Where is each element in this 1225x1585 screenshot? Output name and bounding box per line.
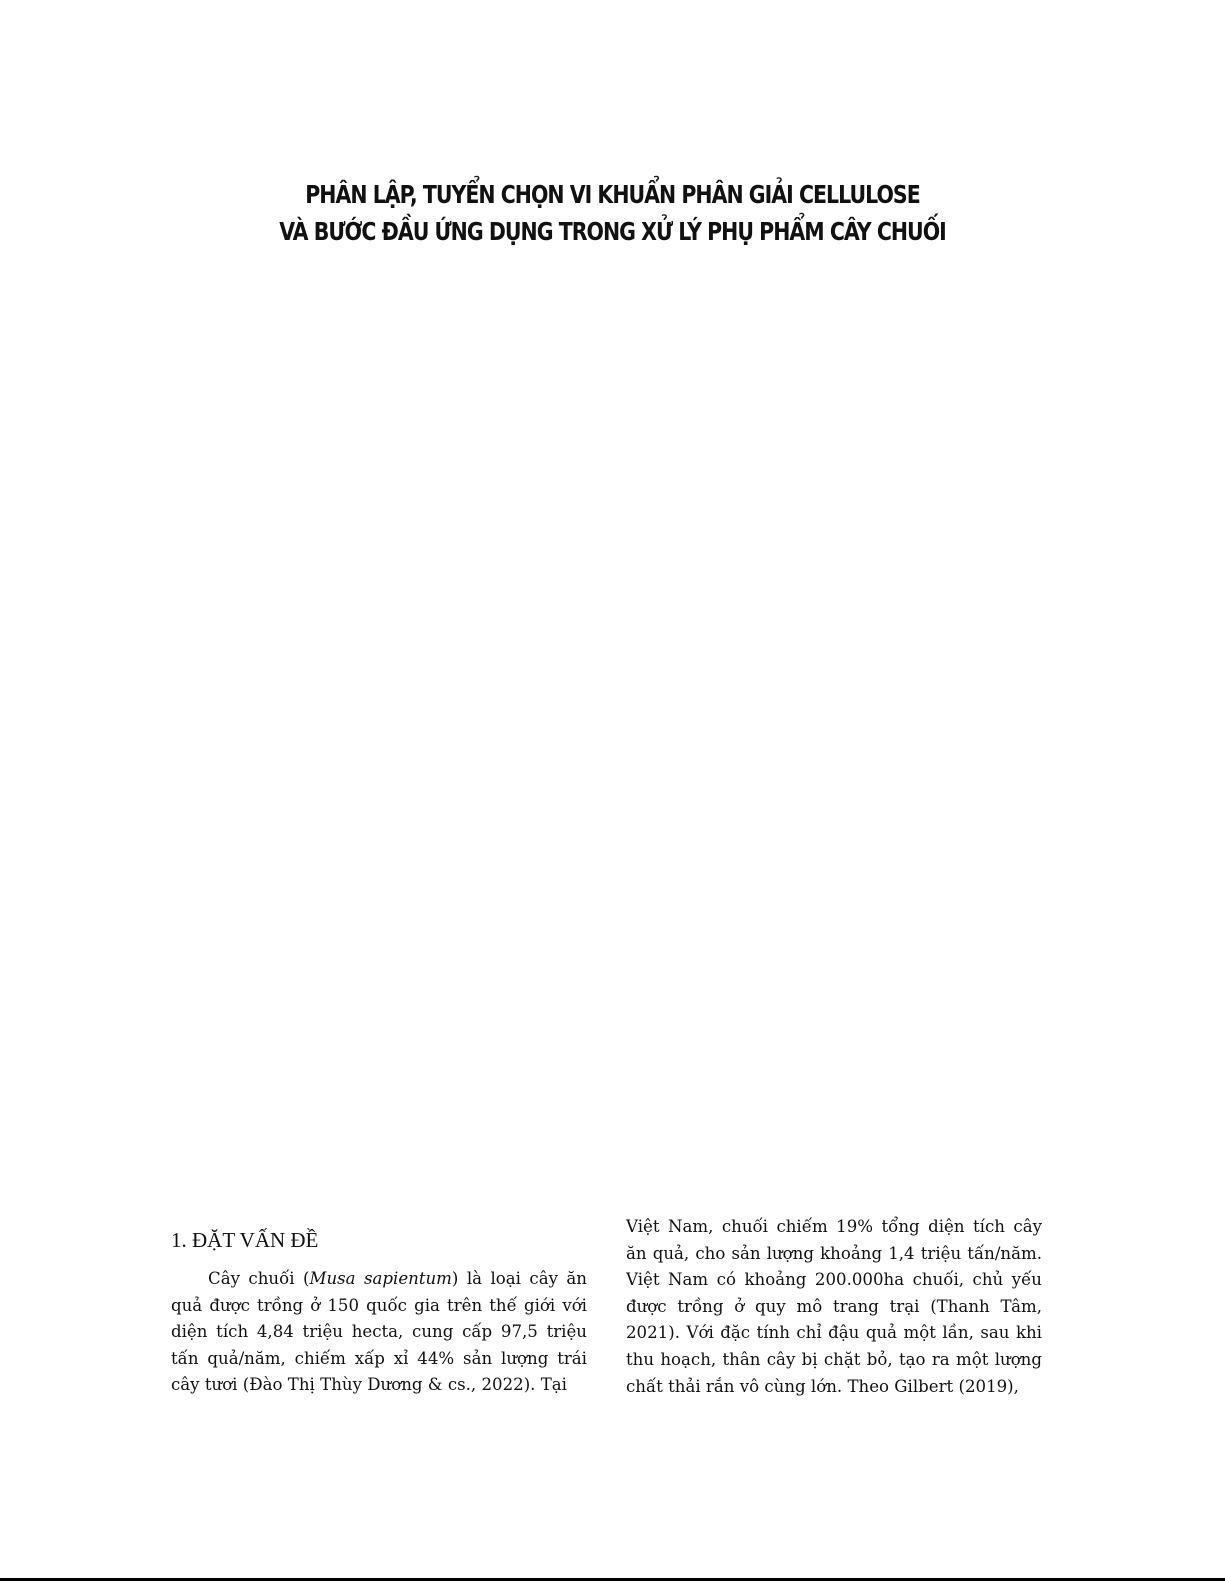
paragraph-text-start: Cây chuối ( xyxy=(208,1269,310,1288)
intro-paragraph-right: Việt Nam, chuối chiếm 19% tổng diện tích cây ăn quả, cho sản lượng khoảng 1,4 triệu tấn/năm. Việt Nam có khoảng 200.000ha chuối, chủ yếu được trồng ở quy mô trang trại (Thanh Tâm, 2021). Với đặc tính chỉ đậu quả một lần, sau khi thu hoạch, thân cây bị chặt bỏ, tạo ra một lượng chất thải rắn vô cùng lớn. Theo Gilbert (2019), xyxy=(626,1217,1042,1396)
title-line-2: VÀ BƯỚC ĐẦU ỨNG DỤNG TRONG XỬ LÝ PHỤ PHẨM CÂY CHUỐI xyxy=(279,217,946,246)
left-column xyxy=(171,1226,587,1399)
page-bottom-rule xyxy=(0,1578,1225,1581)
intro-paragraph-left xyxy=(171,1266,587,1399)
paragraph-text-end: ) là loại cây ăn quả được trồng ở 150 quốc gia trên thế giới với diện tích 4,84 triệu hecta, cung cấp 97,5 triệu tấn quả/năm, chiếm xấp xỉ 44% sản lượng trái cây tươi (Đào Thị Thùy Dương & cs., 2022). Tại xyxy=(171,1269,587,1395)
section-heading: 1. ĐẶT VẤN ĐỀ xyxy=(171,1228,319,1252)
title-line-1: PHÂN LẬP, TUYỂN CHỌN VI KHUẨN PHÂN GIẢI CELLULOSE xyxy=(305,180,920,209)
right-column xyxy=(626,1214,1042,1400)
species-name: Musa sapientum xyxy=(309,1269,452,1288)
article-title xyxy=(110,176,1115,250)
